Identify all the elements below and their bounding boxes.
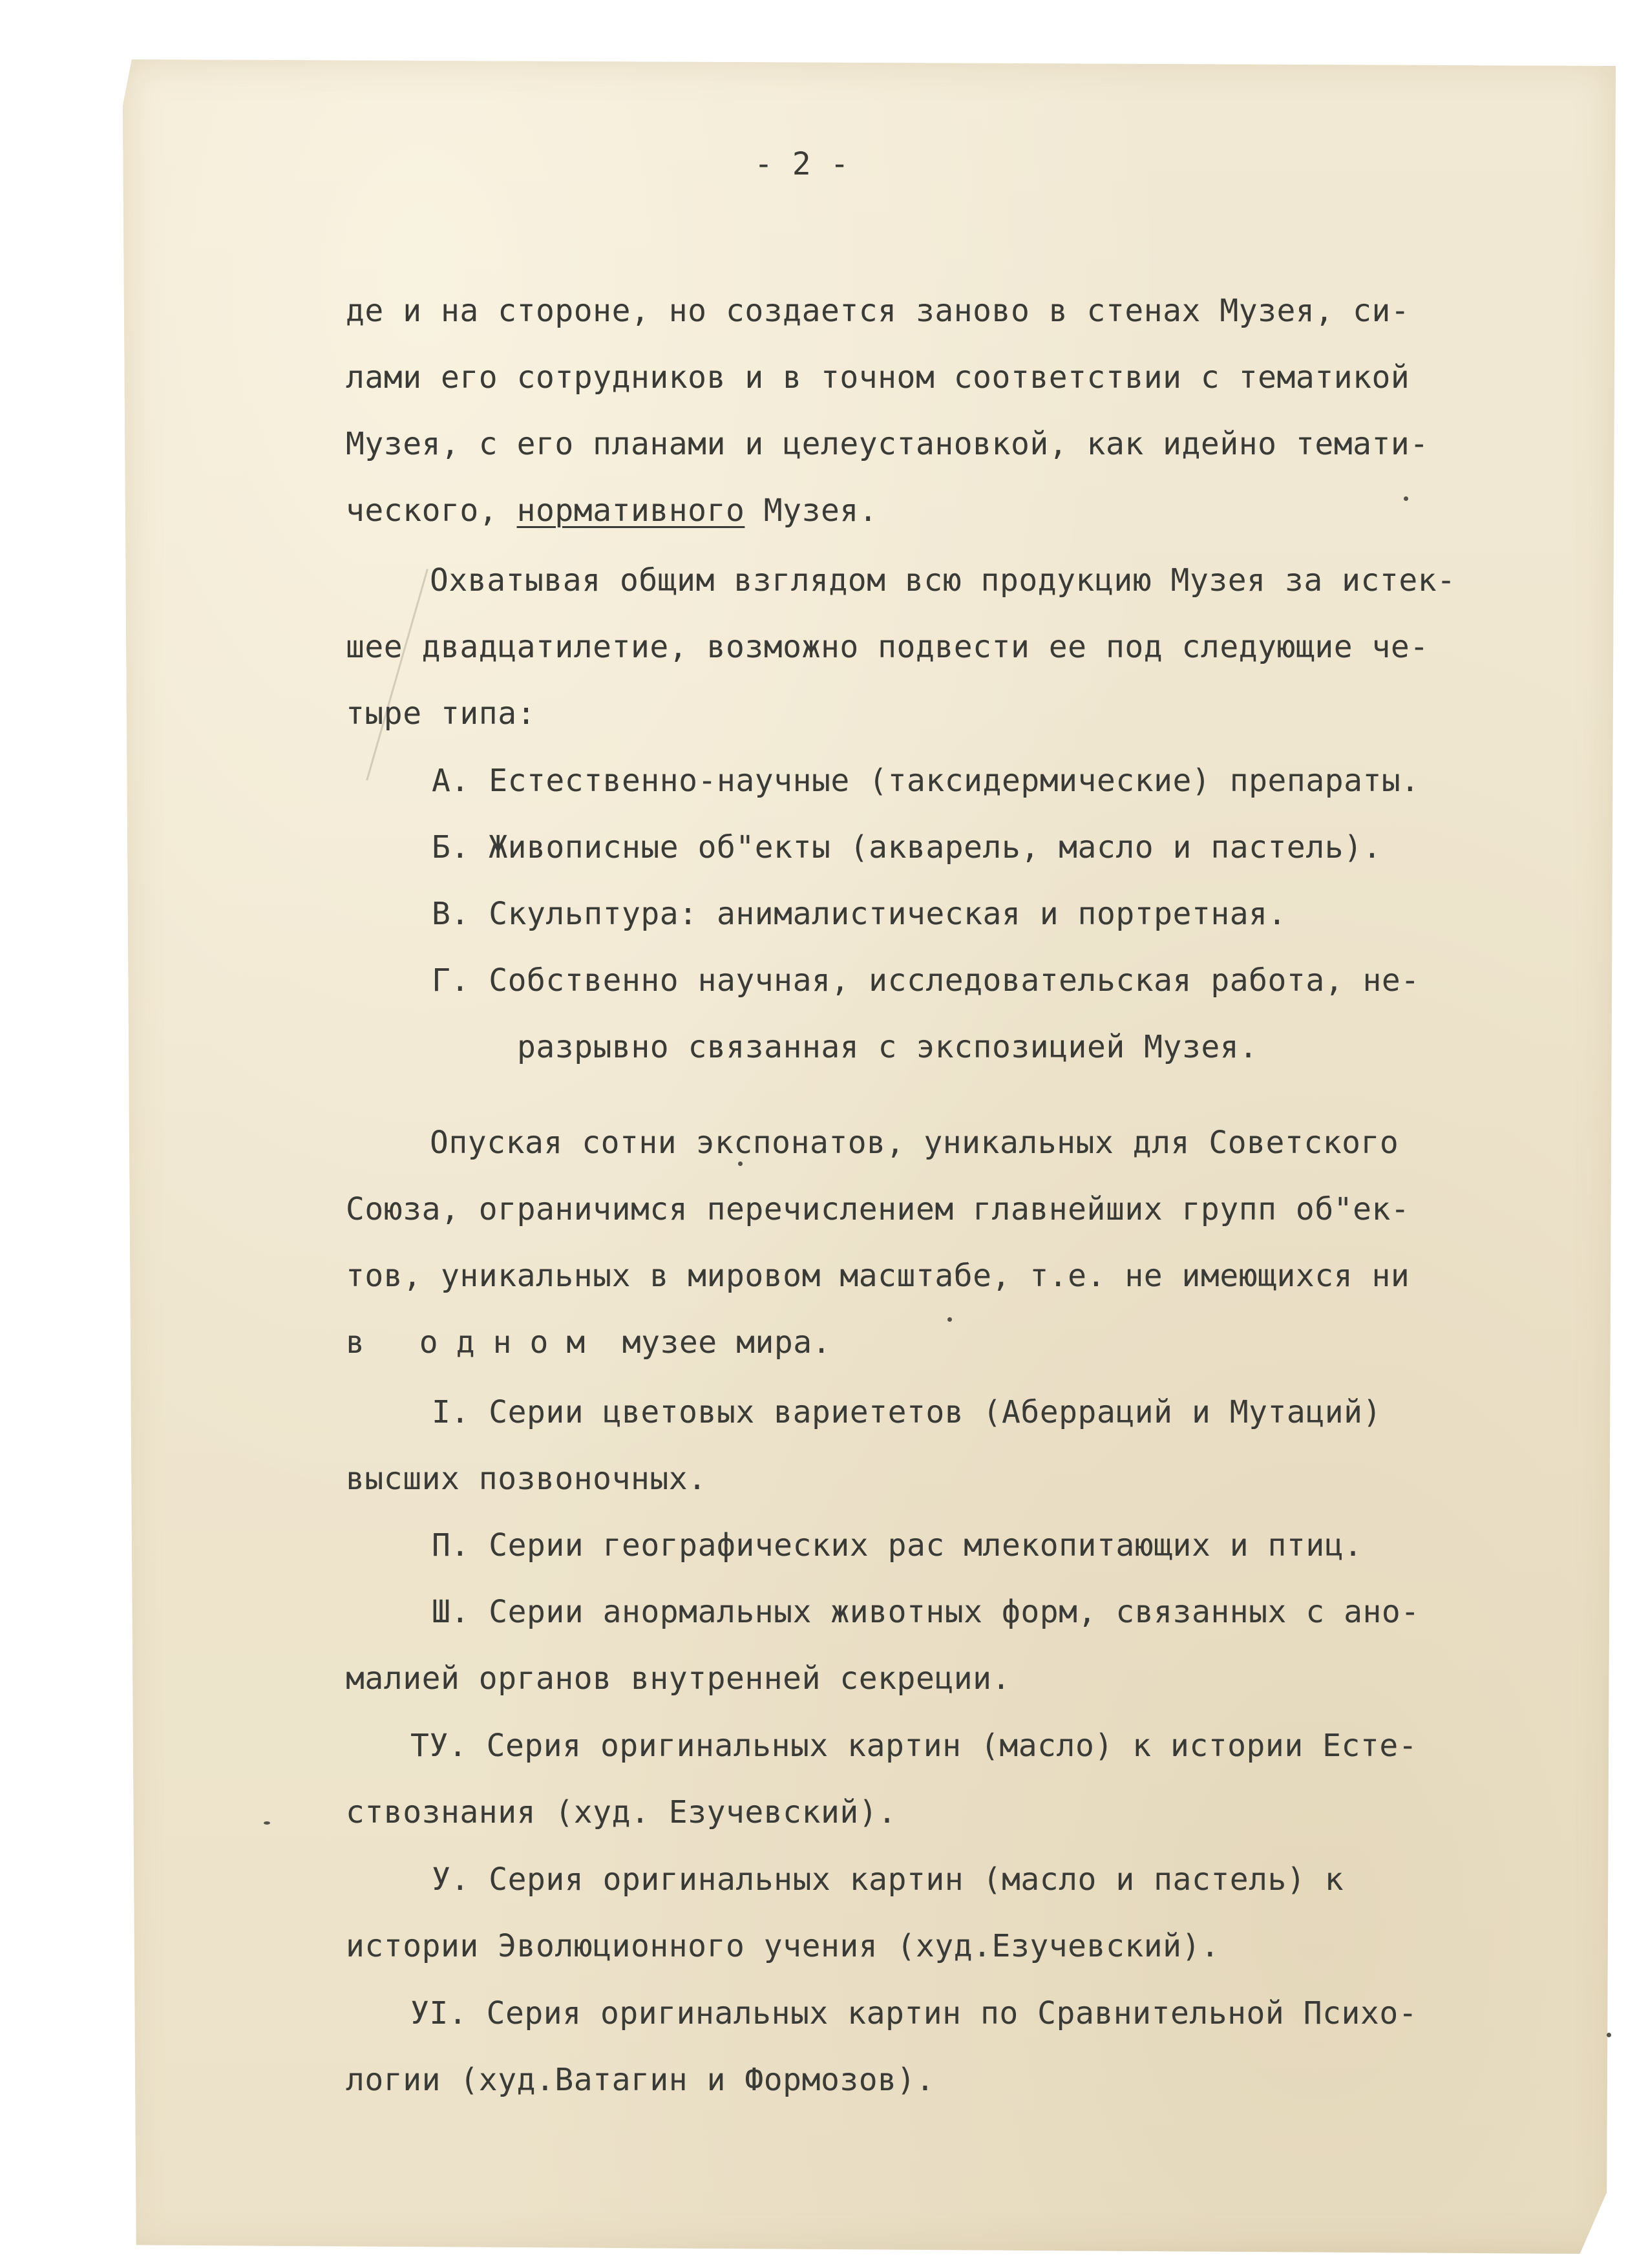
ink-speck <box>1404 496 1408 501</box>
series-ii: П. Серии географических рас млекопитающих и птиц. <box>432 1527 1363 1563</box>
paragraph-3-line-4 <box>346 1324 831 1361</box>
series-vi-line-1: УI. Серия оригинальных картин по Сравнительной Психо- <box>410 1995 1418 2031</box>
type-v: В. Скульптура: анималистическая и портретная. <box>432 896 1287 932</box>
paragraph-1-line-2: лами его сотрудников и в точном соответствии с тематикой <box>346 359 1410 396</box>
line-4-prefix: ческого, <box>346 493 517 529</box>
paragraph-3-line-3: тов, уникальных в мировом масштабе, т.е. не имеющихся ни <box>346 1258 1410 1294</box>
line-4-suffix: Музея. <box>745 493 878 529</box>
series-iv-line-2: ствознания (худ. Езучевский). <box>346 1794 897 1830</box>
paragraph-1-line-4 <box>346 493 878 529</box>
ink-speck <box>264 1821 270 1825</box>
series-iv-line-1: ТУ. Серия оригинальных картин (масло) к истории Есте- <box>410 1728 1418 1764</box>
spaced-emphasis: в одном <box>346 1324 604 1361</box>
page-number: - 2 - <box>754 146 849 182</box>
type-g-line-1: Г. Собственно научная, исследовательская работа, не- <box>432 962 1420 999</box>
series-vi-line-2: логии (худ.Ватагин и Формозов). <box>346 2062 935 2098</box>
paragraph-3-line-2: Союза, ограничимся перечислением главнейших групп об"ек- <box>346 1191 1410 1227</box>
series-i-line-1: I. Серии цветовых вариететов (Аберраций и Мутаций) <box>432 1394 1382 1430</box>
type-g-line-2: разрывно связанная с экспозицией Музея. <box>517 1029 1258 1065</box>
type-b: Б. Живописные об"екты (акварель, масло и пастель). <box>432 829 1382 865</box>
paragraph-1-line-1: де и на стороне, но создается заново в стенах Музея, си- <box>346 293 1410 329</box>
series-i-line-2: высших позвоночных. <box>346 1461 707 1497</box>
paragraph-3-line-1: Опуская сотни экспонатов, уникальных для Советского <box>430 1125 1399 1161</box>
series-v-line-2: истории Эволюционного учения (худ.Езучевский). <box>346 1928 1220 1964</box>
series-iii-line-1: Ш. Серии анормальных животных форм, связанных с ано- <box>432 1594 1420 1630</box>
ink-speck <box>1607 2033 1611 2037</box>
line-4-suffix: музее мира. <box>603 1324 832 1361</box>
paragraph-1-line-3: Музея, с его планами и целеустановкой, как идейно темати- <box>346 426 1429 462</box>
series-iii-line-2: малией органов внутренней секреции. <box>346 1660 1011 1697</box>
ink-speck <box>947 1317 952 1322</box>
type-a: А. Естественно-научные (таксидермические) препараты. <box>432 763 1420 799</box>
underlined-word: нормативного <box>516 493 745 529</box>
paragraph-2-line-3: тыре типа: <box>346 695 536 732</box>
paragraph-2-line-1: Охватывая общим взглядом всю продукцию Музея за истек- <box>430 562 1456 599</box>
paragraph-2-line-2: шее двадцатилетие, возможно подвести ее под следующие че- <box>346 629 1429 665</box>
series-v-line-1: У. Серия оригинальных картин (масло и пастель) к <box>432 1861 1344 1898</box>
ink-speck <box>738 1161 743 1166</box>
